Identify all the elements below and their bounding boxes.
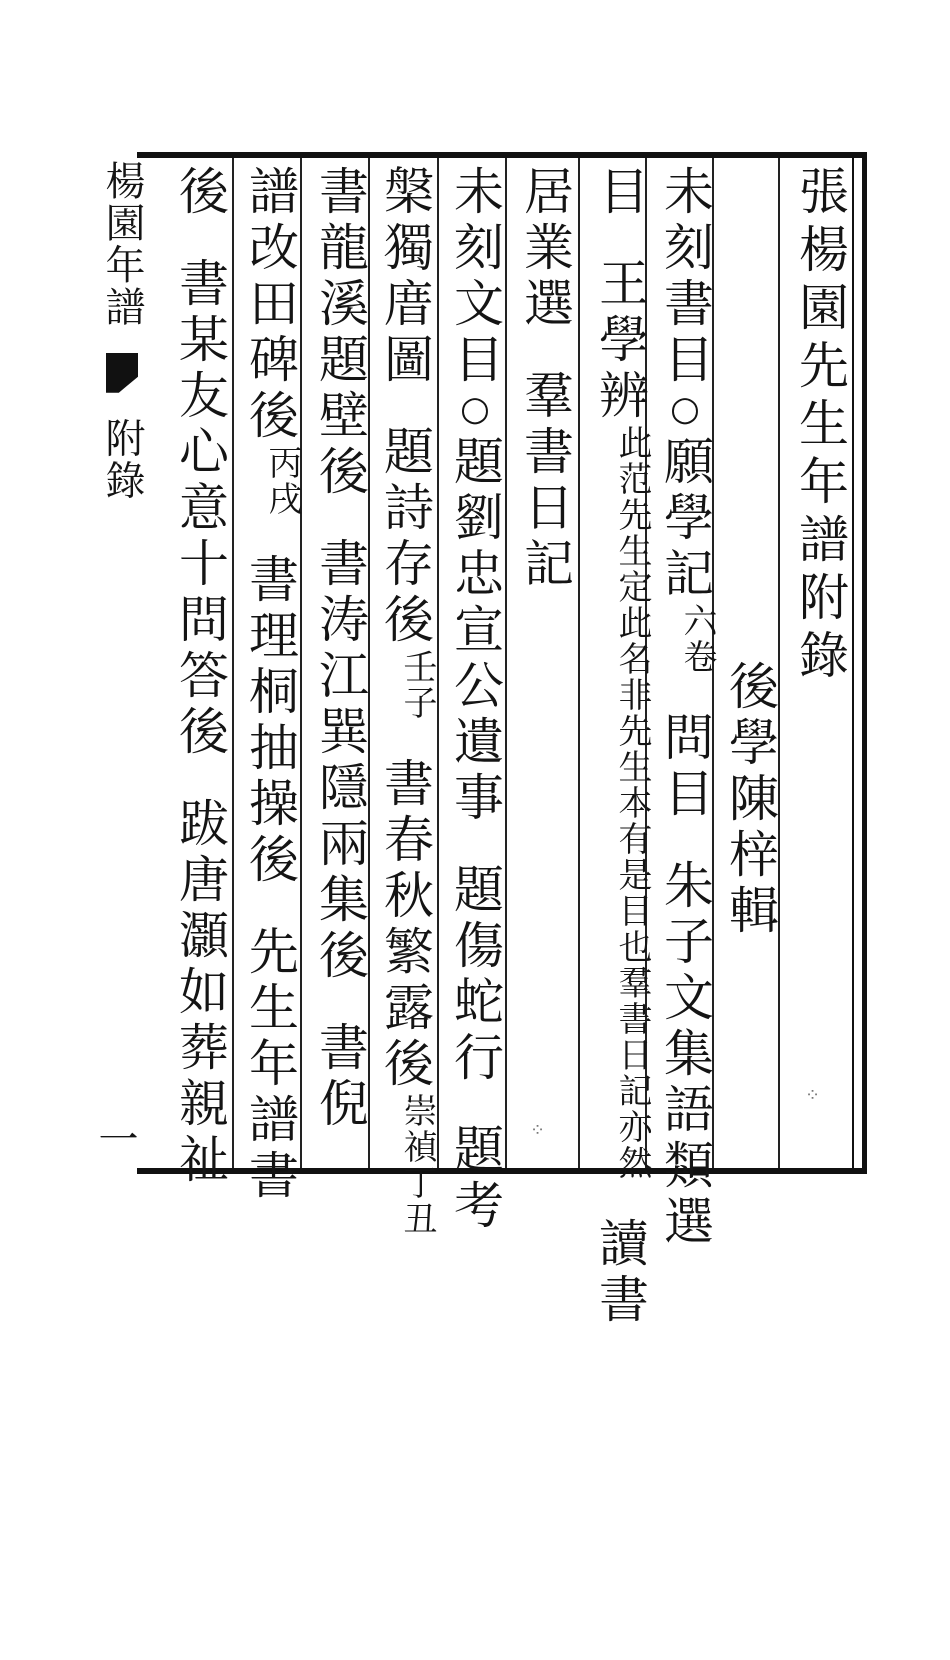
text-column-c5 xyxy=(515,165,575,1165)
text-segment: 羣書日記 xyxy=(516,369,574,593)
note-line: 有是目也羣書日記亦然 xyxy=(612,821,652,1181)
text-column-c10 xyxy=(170,165,230,1189)
text-column-c7 xyxy=(375,165,437,1237)
text-segment: 朱子文集語類選 xyxy=(656,859,714,1251)
text-segment: 題傷蛇行 xyxy=(446,863,504,1087)
text-segment: 書春秋繁露後 xyxy=(376,757,434,1093)
page-number: 一 xyxy=(92,1118,138,1158)
text-segment: 書倪 xyxy=(311,1021,369,1133)
note-line: 戌 xyxy=(262,481,302,517)
column-rule xyxy=(505,158,507,1168)
text-segment: 跋唐灝如葬親祉 xyxy=(171,797,229,1189)
text-segment: 張楊園先生年譜附錄 xyxy=(791,165,849,687)
margin-label xyxy=(100,160,144,501)
interlinear-note xyxy=(679,603,715,675)
interlinear-note xyxy=(264,445,300,517)
text-segment: 未刻書目 xyxy=(656,165,714,389)
column-rule xyxy=(437,158,439,1168)
note-line: 丁丑 xyxy=(397,1165,437,1237)
section-circle-icon: ○ xyxy=(665,389,705,435)
text-segment: 居業選 xyxy=(516,165,574,333)
note-line: 子 xyxy=(397,685,437,721)
column-rule xyxy=(232,158,234,1168)
text-segment: 書涛江巽隱兩集後 xyxy=(311,537,369,985)
text-segment: 書龍溪題壁後 xyxy=(311,165,369,501)
running-title: 楊園年譜 xyxy=(99,160,145,328)
interlinear-note xyxy=(399,1093,435,1237)
text-segment: 後 xyxy=(171,165,229,221)
text-segment: 題劉忠宣公遺事 xyxy=(446,435,504,827)
text-segment: 讀書 xyxy=(591,1217,649,1329)
note-line: 卷 xyxy=(677,639,717,675)
text-segment: 未刻文目 xyxy=(446,165,504,389)
text-column-c8 xyxy=(310,165,370,1165)
text-segment: 題詩存後 xyxy=(376,425,434,649)
text-segment: 後學陳梓輯 xyxy=(721,660,779,940)
text-segment: 書理桐抽操後 xyxy=(241,553,299,889)
paper-blemish: ⁘ xyxy=(805,1085,821,1106)
text-segment: 先生年譜書 xyxy=(241,925,299,1205)
text-column-title xyxy=(790,165,850,1165)
column-rule xyxy=(300,158,302,1168)
text-column-c9 xyxy=(240,165,302,1205)
section-label: 附錄 xyxy=(99,417,145,502)
text-segment: 目 xyxy=(591,165,649,221)
text-segment: 願學記 xyxy=(656,435,714,603)
section-circle-icon: ○ xyxy=(455,389,495,435)
note-line: 此范先生定此名非先生本 xyxy=(612,425,652,821)
frame-top-rule xyxy=(137,152,867,158)
note-line: 崇禎 xyxy=(397,1093,437,1165)
text-column-c6 xyxy=(445,165,505,1235)
text-segment: 題考 xyxy=(446,1123,504,1235)
interlinear-note xyxy=(614,425,650,1181)
note-line: 壬 xyxy=(397,649,437,685)
interlinear-note xyxy=(399,649,435,721)
text-segment: 王學辨 xyxy=(591,257,649,425)
text-column-c3 xyxy=(655,165,717,1251)
text-segment: 譜改田碑後 xyxy=(241,165,299,445)
paper-blemish: ⁘ xyxy=(530,1120,546,1141)
note-line: 六 xyxy=(677,603,717,639)
text-segment: 書某友心意十問答後 xyxy=(171,257,229,761)
frame-right-inner-rule xyxy=(852,158,854,1168)
frame-right-rule xyxy=(862,152,867,1174)
text-column-c4 xyxy=(590,165,652,1329)
text-column-compiler xyxy=(720,660,780,1660)
note-line: 丙 xyxy=(262,445,302,481)
fish-tail-mark-icon xyxy=(106,353,138,393)
text-segment: 問目 xyxy=(656,711,714,823)
column-rule xyxy=(578,158,580,1168)
text-segment: 槃獨庴圖 xyxy=(376,165,434,389)
